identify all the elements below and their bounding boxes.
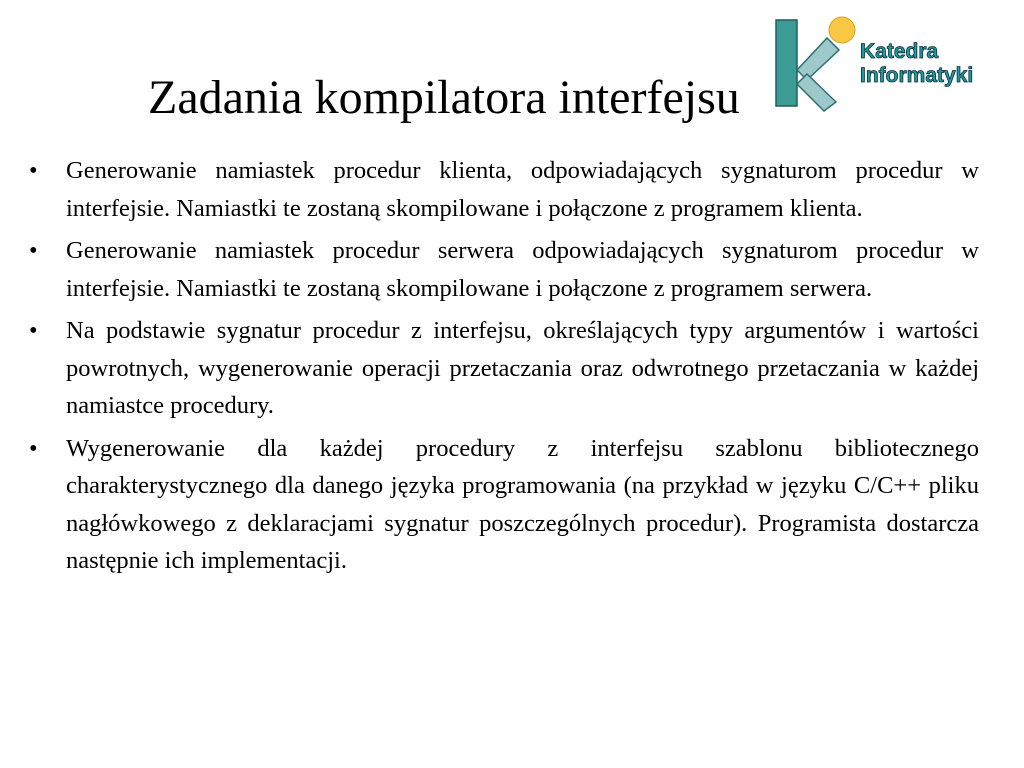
bullet-item: • Generowanie namiastek procedur klienta, odpowiadających sygnaturom procedur w interfejsie. Namiastki te zostaną skompilowane i połączone z programem klienta. <box>29 152 979 227</box>
logo-text-informatyki: Informatyki <box>860 64 974 87</box>
bullet-list <box>29 152 979 585</box>
bullet-item: • Generowanie namiastek procedur serwera odpowiadających sygnaturom procedur w interfejsie. Namiastki te zostaną skompilowane i połączone z programem serwera. <box>29 232 979 307</box>
slide-title: Zadania kompilatora interfejsu <box>148 71 740 124</box>
logo-text-katedra: Katedra <box>860 40 939 63</box>
letter-k-with-sun-logo-icon <box>772 14 862 114</box>
bullet-item: • Wygenerowanie dla każdej procedury z interfejsu szablonu bibliotecznego charakterystycznego dla danego języka programowania (na przykład w języku C/C++ pliku nagłówkowego z deklaracjami sygnatur poszczególnych procedur). Programista dostarcza następnie ich implementacji. <box>29 430 979 580</box>
bullet-item: • Na podstawie sygnatur procedur z interfejsu, określających typy argumentów i wartości powrotnych, wygenerowanie operacji przetaczania oraz odwrotnego przetaczania w każdej namiastce procedury. <box>29 312 979 425</box>
katedra-informatyki-logo <box>772 14 1012 114</box>
